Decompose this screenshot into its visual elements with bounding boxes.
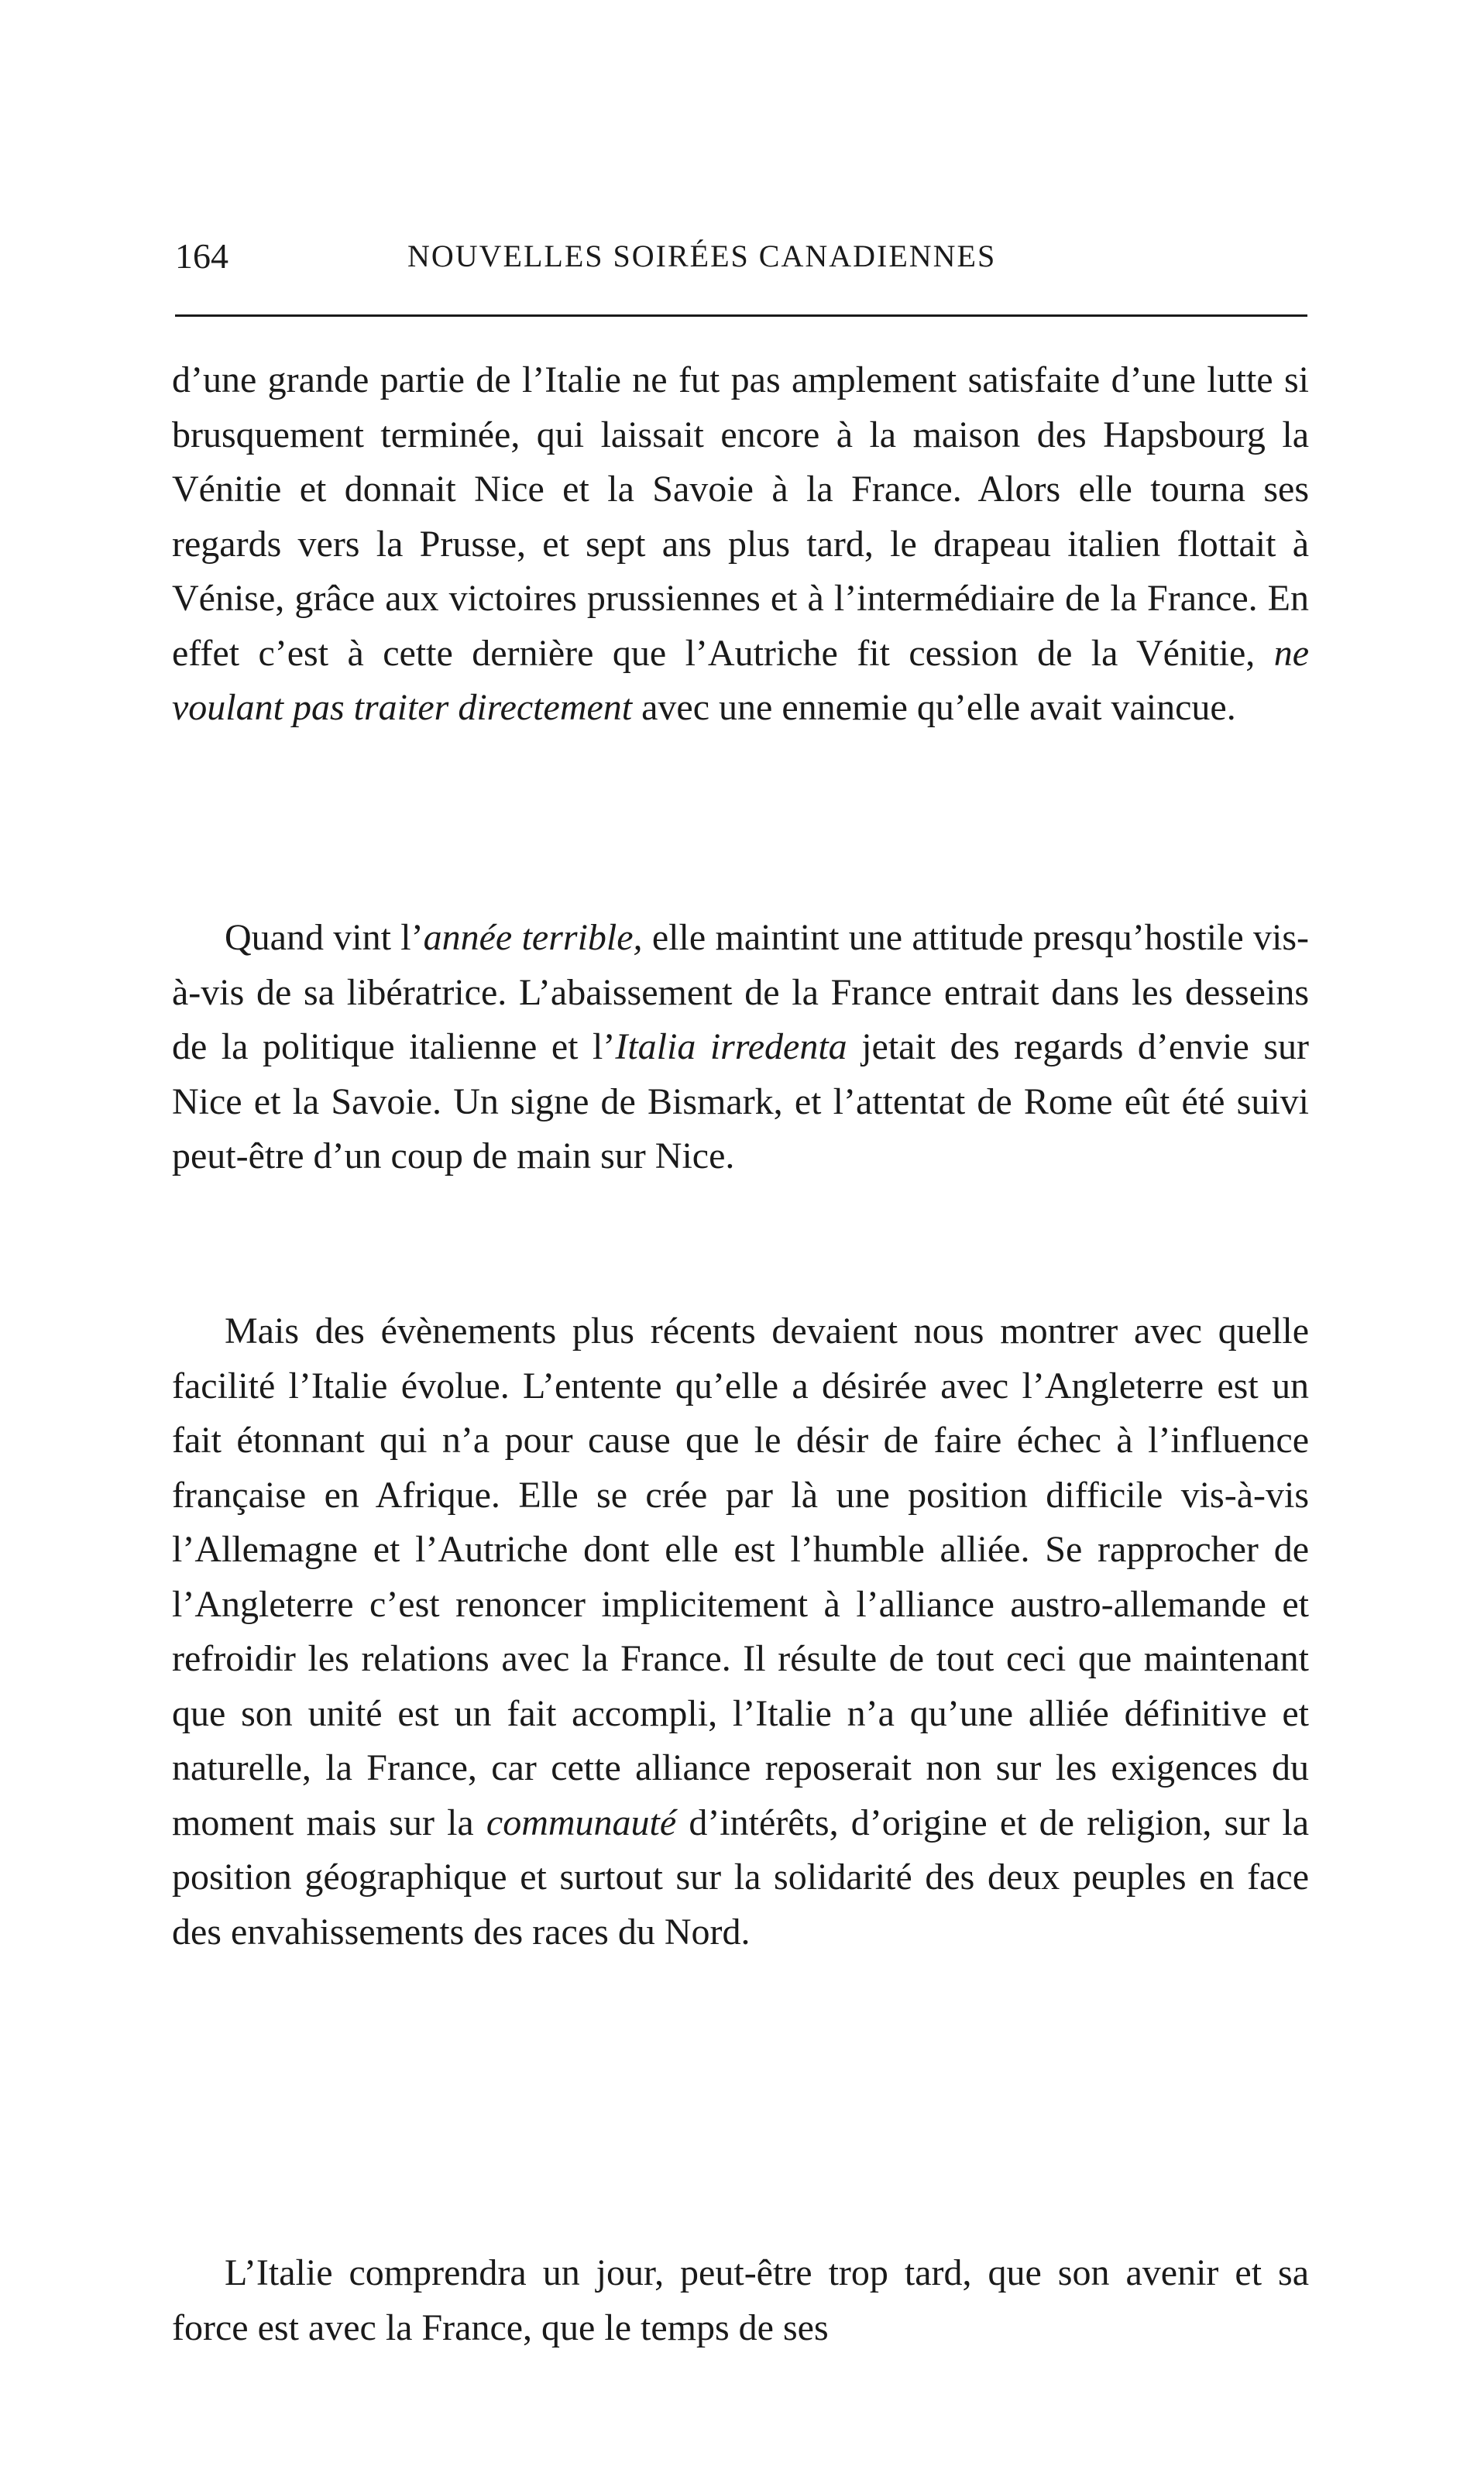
paragraph-3-text: Mais des évènements plus récents devaient nous montrer avec quelle facilité l’Italie évolue. L’entente qu’elle a désirée avec l’Angleterre est un fait étonnant qui n’a pour cause que le désir de faire échec à l’influence française en Afrique. Elle se crée par là une position difficile vis-à-vis l’Allemagne et l’Autriche dont elle est l’humble alliée. Se rapprocher de l’Angleterre c’est renoncer implicitement à l’alliance austro-allemande et refroidir les relations avec la France. Il résulte de tout ceci que maintenant que son unité est un fait accompli, l’Italie n’a qu’une alliée définitive et naturelle, la France, car cette alliance reposerait non sur les exigences du moment mais sur la	[172, 1310, 1309, 1843]
paragraph-2-text-end: jetait des regards d’envie sur Nice et la Savoie. Un signe de Bismark, et l’attentat de Rome eût été suivi peut-être d’un coup de main sur Nice.	[172, 1026, 1309, 1176]
paragraph-3	[172, 1304, 1309, 1960]
paragraph-2-italic-italia-irredenta: Italia irredenta	[615, 1026, 847, 1067]
page-number: 164	[175, 236, 228, 276]
running-title: NOUVELLES SOIRÉES CANADIENNES	[407, 239, 997, 273]
paragraph-3-italic-communaute: communauté	[486, 1802, 677, 1843]
running-head	[175, 229, 1306, 283]
paragraph-2	[172, 911, 1309, 1184]
paragraph-4-text: L’Italie comprendra un jour, peut-être trop tard, que son avenir et sa force est avec la France, que le temps de ses	[172, 2252, 1309, 2348]
paragraph-1-italic-phrase: ne voulant pas traiter directement	[172, 632, 1309, 728]
paragraph-3-text-end: d’intérêts, d’origine et de religion, sur la position géographique et surtout sur la solidarité des deux peuples en face des envahissements des races du Nord.	[172, 1802, 1309, 1953]
paragraph-4	[172, 2246, 1309, 2355]
paragraph-1-text: d’une grande partie de l’Italie ne fut pas amplement satisfaite d’une lutte si brusquement terminée, qui laissait encore à la maison des Hapsbourg la Vénitie et donnait Nice et la Savoie à la France. Alors elle tourna ses regards vers la Prusse, et sept ans plus tard, le drapeau italien flottait à Vénise, grâce aux victoires prussiennes et à l’intermédiaire de la France. En effet c’est à cette dernière que l’Autriche fit cession de la Vénitie,	[172, 359, 1309, 674]
paragraph-2-text-mid: elle maintint une attitude presqu’hostile vis-à-vis de sa libératrice. L’abaissement de la France entrait dans les desseins de la politique italienne et l’	[172, 917, 1309, 1067]
paragraph-1	[172, 353, 1309, 736]
header-rule	[175, 314, 1307, 317]
paragraph-2-text: Quand vint l’	[225, 917, 424, 958]
paragraph-2-italic-annee-terrible: année terrible,	[423, 917, 643, 958]
paragraph-1-text-end: avec une ennemie qu’elle avait vaincue.	[632, 687, 1236, 728]
